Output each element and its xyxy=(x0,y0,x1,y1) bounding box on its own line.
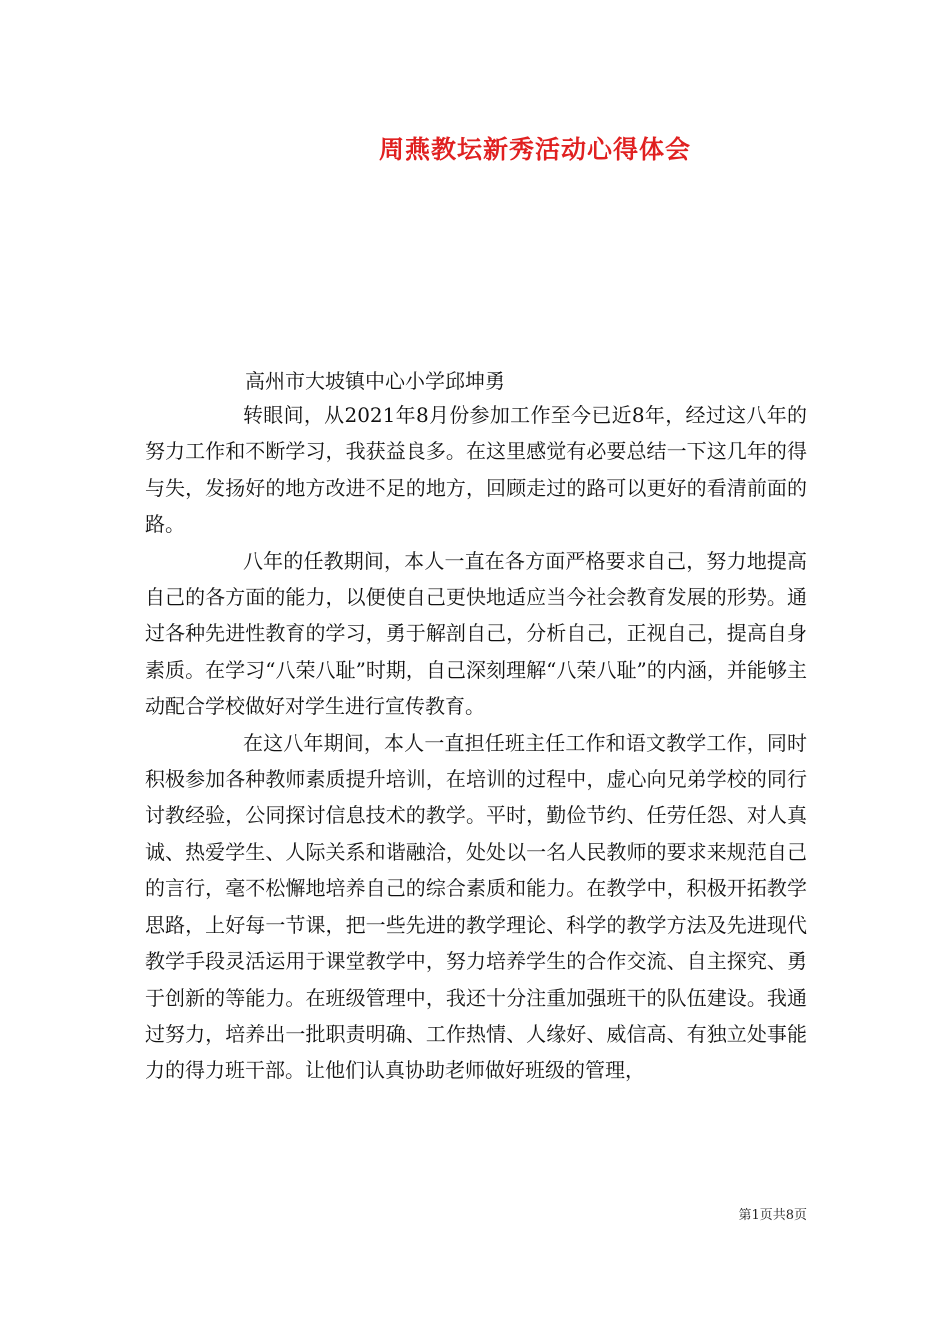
document-title: 周燕教坛新秀活动心得体会 xyxy=(378,135,691,164)
document-body xyxy=(145,397,807,1089)
paragraph-1: 转眼间，从2021年8月份参加工作至今已近8年，经过这八年的努力工作和不断学习，我获益良多。在这里感觉有必要总结一下这几年的得与失，发扬好的地方改进不足的地方，回顾走过的路可以更好的看清前面的路。 xyxy=(145,403,807,537)
author-line: 高州市大坡镇中心小学邱坤勇 xyxy=(245,369,505,393)
paragraph-3: 在这八年期间，本人一直担任班主任工作和语文教学工作，同时积极参加各种教师素质提升培训，在培训的过程中，虚心向兄弟学校的同行讨教经验，公同探讨信息技术的教学。平时，勤俭节约、任劳任怨、对人真诚、热爱学生、人际关系和谐融洽，处处以一名人民教师的要求来规范自己的言行，毫不松懈地培养自己的综合素质和能力。在教学中，积极开拓教学思路，上好每一节课，把一些先进的教学理论、科学的教学方法及先进现代教学手段灵活运用于课堂教学中，努力培养学生的合作交流、自主探究、勇于创新的等能力。在班级管理中，我还十分注重加强班干的队伍建设。我通过努力，培养出一批职责明确、工作热情、人缘好、威信高、有独立处事能力的得力班干部。让他们认真协助老师做好班级的管理， xyxy=(145,730,807,1083)
page-number-footer: 第1页共8页 xyxy=(738,1208,807,1223)
paragraph-2: 八年的任教期间，本人一直在各方面严格要求自己，努力地提高自己的各方面的能力，以便使自己更快地适应当今社会教育发展的形势。通过各种先进性教育的学习，勇于解剖自己，分析自己，正视自己，提高自身素质。在学习“八荣八耻”时期，自己深刻理解“八荣八耻”的内涵，并能够主动配合学校做好对学生进行宣传教育。 xyxy=(145,548,807,719)
